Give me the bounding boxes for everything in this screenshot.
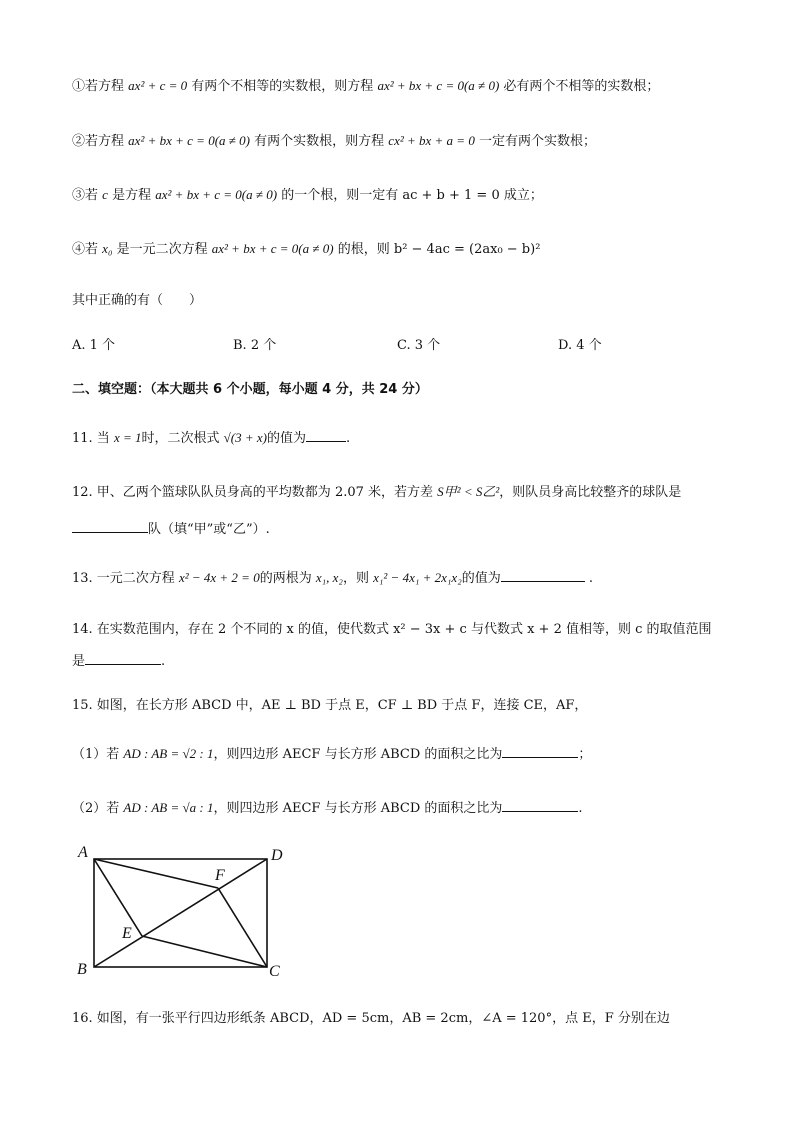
- question-16: 16. 如图，有一张平行四边形纸条 ABCD，AD = 5cm，AB = 2cm，∠A = 120°，点 E，F 分别在边: [72, 1011, 670, 1026]
- question-text: 12. 甲、乙两个篮球队队员身高的平均数都为 2.07 米，若方差: [72, 485, 434, 500]
- statement-4: [72, 238, 540, 257]
- statement-text: 的根，则 b² − 4ac = (2ax₀ − b)²: [337, 242, 541, 257]
- label-f: F: [215, 867, 225, 884]
- statement-text: 一定有两个实数根；: [478, 134, 596, 149]
- label-d: D: [271, 847, 283, 864]
- roots: x₁, x₂: [315, 570, 343, 585]
- punctuation: ；: [578, 747, 592, 762]
- statement-text: 若: [85, 188, 99, 203]
- punctuation: .: [578, 801, 583, 816]
- segment-ae: [94, 859, 142, 936]
- answer-blank[interactable]: [72, 532, 148, 533]
- statement-text: 若方程: [85, 134, 125, 149]
- statement-number: ③: [72, 188, 86, 203]
- question-12-line-2: [72, 518, 270, 537]
- equation: ax² + bx + c = 0(a ≠ 0): [211, 241, 334, 256]
- question-text: 11. 当: [72, 431, 110, 446]
- radical-expression: √(3 + x): [223, 430, 267, 445]
- label-e: E: [122, 925, 132, 942]
- question-text: 队（填“甲”或“乙”）.: [148, 522, 270, 537]
- question-text: ，则四边形 AECF 与长方形 ABCD 的面积之比为: [213, 747, 503, 762]
- option-d[interactable]: D. 4 个: [558, 338, 602, 353]
- question-text: 的值为: [461, 571, 501, 586]
- statement-text: 的一个根，则一定有 ac + b + 1 = 0 成立；: [281, 188, 543, 203]
- statement-3: [72, 184, 543, 203]
- option-a[interactable]: A. 1 个: [72, 338, 116, 353]
- question-text: （2）若: [72, 801, 120, 816]
- section-title: 二、填空题：（本大题共 6 个小题，每小题 4 分，共 24 分）: [72, 382, 428, 397]
- punctuation: .: [161, 654, 166, 669]
- answer-blank[interactable]: [502, 757, 578, 758]
- question-text: 时，二次根式: [141, 431, 220, 446]
- question-15-part-2: [72, 797, 583, 816]
- punctuation: .: [346, 431, 351, 446]
- label-b: B: [77, 961, 87, 978]
- segment-cf: [218, 888, 267, 967]
- question-14-line-1: 14. 在实数范围内，存在 2 个不同的 x 的值，使代数式 x² − 3x + c 与代数式 x + 2 值相等，则 c 的取值范围: [72, 622, 712, 637]
- question-text: 的两根为: [259, 571, 312, 586]
- question-text: ，则: [342, 571, 369, 586]
- equation: ax² + bx + c = 0(a ≠ 0): [155, 187, 278, 202]
- question-14-line-2: [72, 650, 165, 669]
- question-12-line-1: [72, 481, 681, 500]
- question-text: （1）若: [72, 747, 120, 762]
- segment-ce: [142, 936, 267, 967]
- answer-blank[interactable]: [85, 664, 161, 665]
- statement-number: ②: [72, 134, 86, 149]
- question-15-stem: 15. 如图，在长方形 ABCD 中，AE ⊥ BD 于点 E，CF ⊥ BD 于点 F，连接 CE，AF，: [72, 698, 588, 713]
- question-15-part-1: [72, 743, 591, 762]
- statement-text: 是一元二次方程: [116, 242, 208, 257]
- question-13: [72, 567, 593, 586]
- condition: x = 1: [113, 430, 142, 445]
- equation: ax² + bx + c = 0(a ≠ 0): [377, 78, 500, 93]
- option-b[interactable]: B. 2 个: [233, 338, 277, 353]
- question-text: 的值为: [267, 431, 307, 446]
- rectangle-figure: [72, 838, 302, 983]
- question-text: 13. 一元二次方程: [72, 571, 175, 586]
- statement-text: 必有两个不相等的实数根；: [503, 79, 660, 94]
- question-text: 是: [72, 654, 86, 669]
- statement-number: ④: [72, 242, 86, 257]
- statement-text: 有两个不相等的实数根，则方程: [191, 79, 374, 94]
- option-c[interactable]: C. 3 个: [397, 338, 441, 353]
- equation: ax² + c = 0: [128, 78, 188, 93]
- statement-text: 若: [85, 242, 99, 257]
- equation: ax² + bx + c = 0(a ≠ 0): [128, 133, 250, 148]
- question-text: ，则队员身高比较整齐的球队是: [499, 485, 682, 500]
- question-text: ，则四边形 AECF 与长方形 ABCD 的面积之比为: [213, 801, 503, 816]
- statement-1: [72, 75, 659, 94]
- diagonal-bd: [94, 859, 267, 967]
- equation: c: [102, 187, 108, 202]
- ratio: AD : AB = √2 : 1: [123, 746, 214, 761]
- question-11: [72, 427, 350, 446]
- label-a: A: [78, 844, 88, 861]
- equation: x₀: [102, 241, 113, 256]
- label-c: C: [269, 963, 280, 980]
- equation: cx² + bx + a = 0: [388, 133, 475, 148]
- statement-2: [72, 130, 596, 149]
- segment-af: [94, 859, 218, 888]
- equation: x² − 4x + 2 = 0: [178, 570, 260, 585]
- question-prompt: 其中正确的有（ ）: [72, 293, 203, 308]
- ratio: AD : AB = √a : 1: [123, 800, 214, 815]
- variance-comparison: S甲² < S乙²: [437, 484, 500, 499]
- punctuation: .: [588, 571, 594, 586]
- answer-blank[interactable]: [306, 441, 346, 442]
- statement-number: ①: [72, 79, 86, 94]
- expression: x₁² − 4x₁ + 2x₁x₂: [373, 570, 462, 585]
- statement-text: 有两个实数根，则方程: [254, 134, 385, 149]
- statement-text: 是方程: [112, 188, 152, 203]
- answer-blank[interactable]: [502, 811, 578, 812]
- statement-text: 若方程: [85, 79, 125, 94]
- answer-blank[interactable]: [501, 581, 585, 582]
